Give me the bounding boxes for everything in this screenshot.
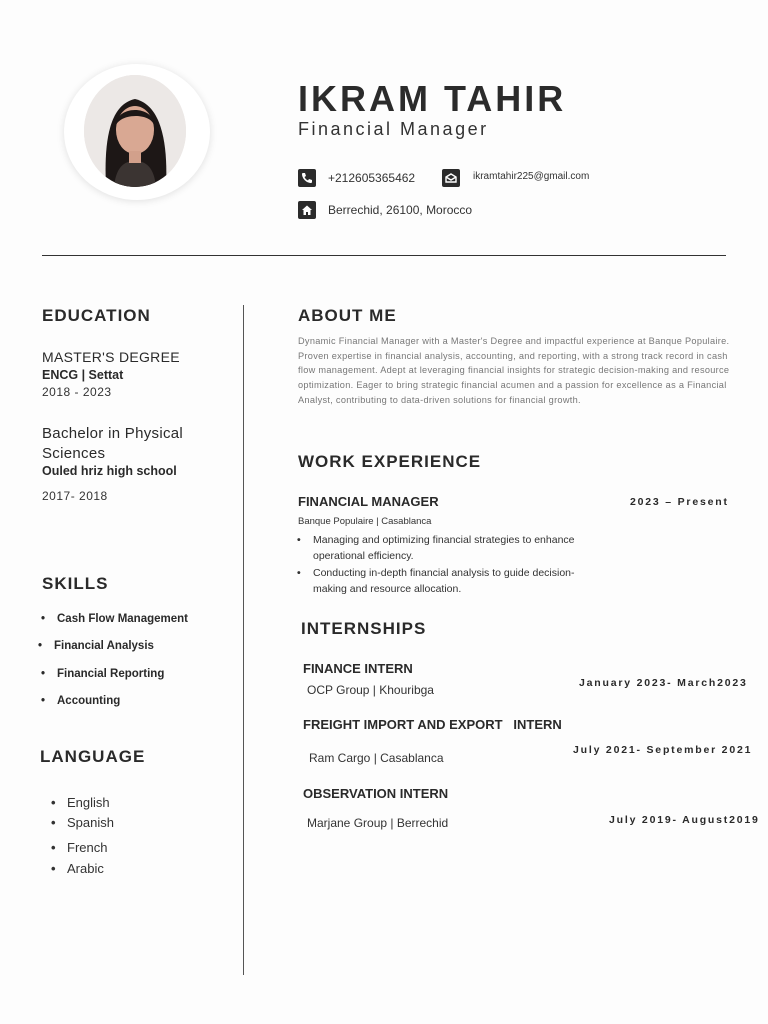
job-dates: 2023 – Present — [630, 496, 729, 508]
header-divider — [42, 255, 726, 256]
job-company: Banque Populaire | Casablanca — [298, 516, 432, 527]
skill-item: • Financial Analysis — [54, 640, 154, 652]
internship-dates: July 2021- September 2021 — [573, 744, 753, 756]
language-item: • English — [67, 795, 110, 810]
skill-item: • Accounting — [57, 695, 120, 707]
education-school: Ouled hriz high school — [42, 464, 177, 478]
internship-dates: January 2023- March2023 — [579, 677, 748, 689]
candidate-title: Financial Manager — [298, 119, 489, 139]
internship-title: FINANCE INTERN — [303, 661, 413, 676]
internship-org: Ram Cargo | Casablanca — [309, 751, 444, 765]
job-bullet-line: operational efficiency. — [313, 550, 414, 562]
internships-heading: INTERNSHIPS — [301, 619, 427, 638]
internship-dates: July 2019- August2019 — [609, 814, 760, 826]
column-divider — [243, 305, 244, 975]
job-title: FINANCIAL MANAGER — [298, 494, 439, 509]
phone-icon — [298, 169, 316, 187]
language-item: • French — [67, 840, 107, 855]
skill-item: • Financial Reporting — [57, 668, 164, 680]
education-degree: MASTER'S DEGREE — [42, 349, 180, 365]
internship-title: FREIGHT IMPORT AND EXPORT INTERN — [303, 717, 562, 732]
education-years: 2017- 2018 — [42, 489, 108, 503]
about-text: Dynamic Financial Manager with a Master's Degree and impactful experience at Banque Populaire. Proven expertise in financial analysis, accounting, and reporting, with a strong track record in cash flow management. Adept at leveraging financial insights for strategic decision-making and resource optimization. Eager to bring strategic financial acumen and a passion for excellence as a Financial Analyst, contributing to data-driven solutions for financial growth. — [298, 336, 730, 405]
profile-photo — [84, 75, 186, 187]
skill-item: • Cash Flow Management — [57, 613, 188, 625]
phone-text: +212605365462 — [328, 171, 416, 185]
education-school: ENCG | Settat — [42, 368, 124, 382]
address-text: Berrechid, 26100, Morocco — [328, 203, 473, 217]
work-heading: WORK EXPERIENCE — [298, 452, 482, 471]
internship-org: Marjane Group | Berrechid — [307, 816, 449, 830]
about-heading: ABOUT ME — [298, 306, 397, 325]
language-item: • Spanish — [67, 815, 114, 830]
candidate-name: IKRAM TAHIR — [298, 78, 567, 119]
education-degree: Bachelor in Physical — [42, 425, 184, 442]
job-bullet-line: • Conducting in-depth financial analysis to guide decision- — [313, 567, 575, 579]
job-bullet — [313, 532, 575, 564]
job-bullet-line: • Managing and optimizing financial strategies to enhance — [313, 534, 575, 546]
language-heading: LANGUAGE — [40, 747, 146, 766]
job-bullet-line: making and resource allocation. — [313, 583, 462, 595]
email-icon — [442, 169, 460, 187]
skills-heading: SKILLS — [42, 574, 109, 593]
education-heading: EDUCATION — [42, 306, 151, 325]
education-years: 2018 - 2023 — [42, 385, 112, 399]
language-item: • Arabic — [67, 861, 104, 876]
internship-org: OCP Group | Khouribga — [307, 683, 434, 697]
home-icon — [298, 201, 316, 219]
email-link[interactable]: ikramtahir225@gmail.com — [473, 171, 590, 182]
job-bullet — [313, 565, 575, 597]
internship-title: OBSERVATION INTERN — [303, 786, 449, 801]
portrait-image — [84, 75, 186, 187]
education-degree: Sciences — [42, 445, 106, 462]
